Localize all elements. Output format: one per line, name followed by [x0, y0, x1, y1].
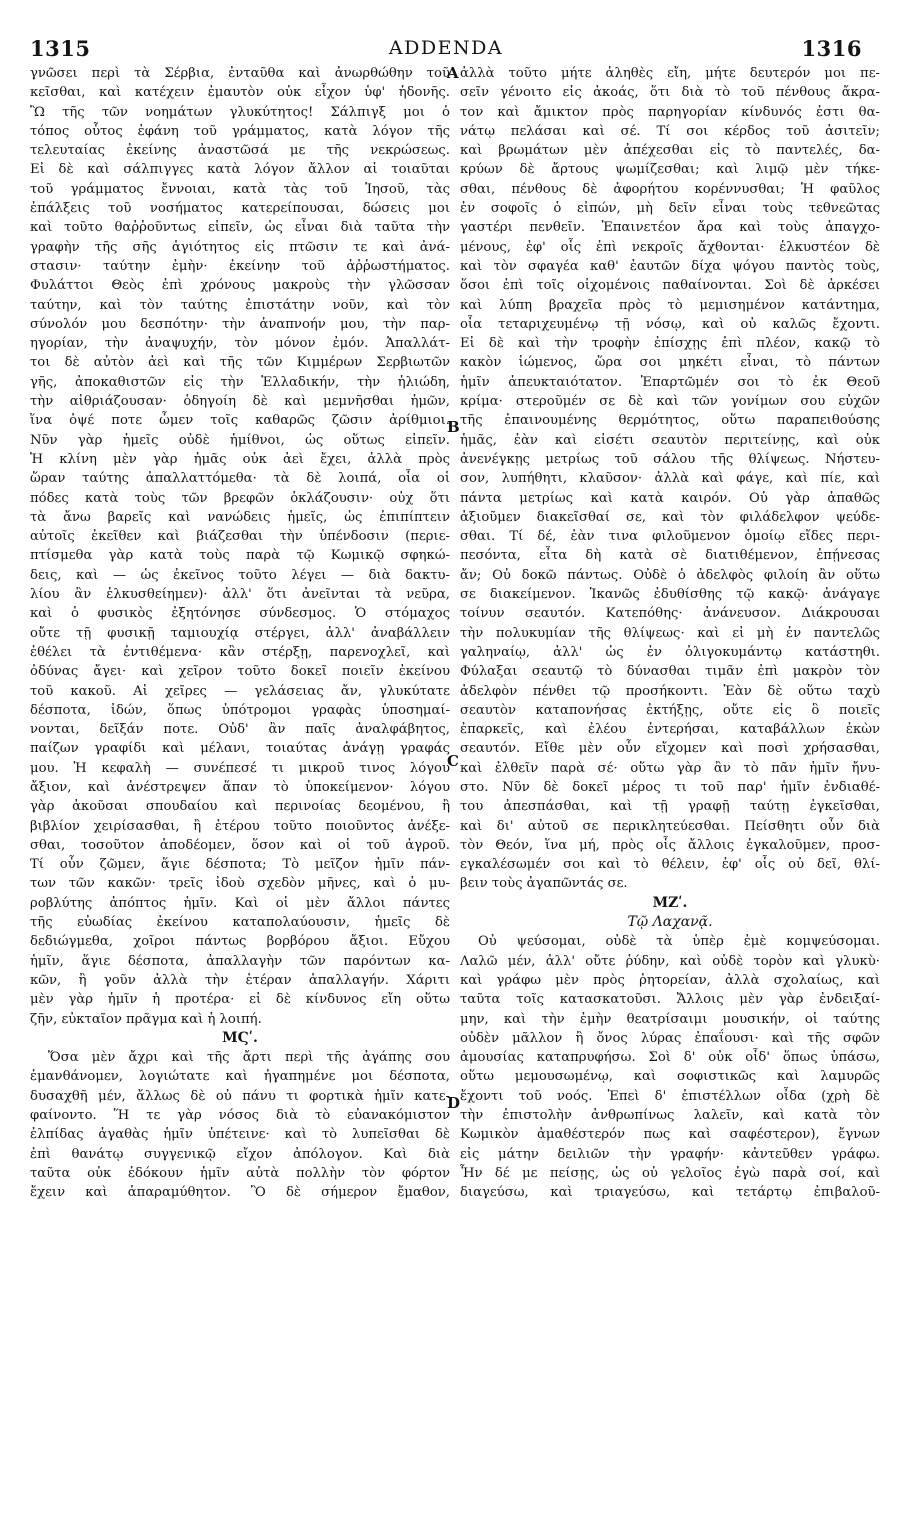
- section-marker-d: D: [447, 1094, 461, 1112]
- text-line: ἀμουσίας καταπρυφήσω. Σοὶ δ' οὐκ οἶδ' ὅπως ὑπάσω,: [460, 1050, 880, 1066]
- text-line: ἐπαρκεῖς, καὶ ἐλέου ἐντερήσαι, καταβάλλων ἐκὼν: [460, 722, 880, 738]
- text-line: τελευταίας ἐκείνης ἀναστῶσά με τῆς νεκρώσεως.: [30, 143, 450, 159]
- text-line: σεαυτόν. Εἴθε μὲν οὖν εἴχομεν καὶ ποσὶ χρήσασθαι,: [460, 741, 880, 757]
- text-line: καὶ ἐλθεῖν παρὰ σέ· οὕτω γὰρ ἂν τὸ πᾶν ἡμῖν ἤνυ-: [460, 760, 880, 776]
- text-line: ἀνενέγκῃς μετρίως τοῦ σάλου τῆς θλίψεως. Νήστευ-: [460, 451, 880, 467]
- text-line: εγκαλέσωμέν σοι καὶ τὸ θέλειν, ἐφ' οἷς οὐ δεῖ, θλί-: [460, 857, 880, 873]
- section-marker-b: B: [447, 418, 460, 436]
- text-line: ταῦτα οὐκ ἐδόκουν ἡμῖν αὐτὰ πολλὴν τὸν φόρτον: [30, 1165, 450, 1181]
- text-line: κρίμα· στεροῦμέν σε δὲ καὶ τῶν γονίμων σου εὐχῶν: [460, 394, 880, 410]
- text-line: κῶν, ἢ γοῦν ἀλλὰ τὴν ἑτέραν ἀπαλλαγήν. Χάριτι: [30, 972, 450, 988]
- text-line: ἐπάλξεις τοῦ νοσήματος κατερείπουσαι, δώσεις μοι: [30, 201, 450, 217]
- text-line: οὔτε τῇ φυσικῇ ταμιουχίᾳ στέργει, ἀλλ' ἀναβάλλειν: [30, 625, 450, 641]
- text-line: Ἦν δέ με πείσῃς, ὡς οὐ γελοῖος ἐγὼ παρὰ σοί, καὶ: [460, 1165, 880, 1181]
- text-line: Τί οὖν ζῶμεν, ἅγιε δέσποτα; Τὸ μεῖζον ἡμῖν πάν-: [30, 857, 450, 873]
- letter-number-heading: ΜϚʹ.: [222, 1029, 258, 1046]
- page-number-left: 1315: [30, 36, 91, 61]
- text-line: Φύλαξαι σεαυτῷ τὸ δύνασθαι τιμᾶν ἐπὶ μακρὸν τὸν: [460, 664, 880, 680]
- text-line: γαστέρι πενθεῖν. Ἐπαινετέον ἄρα καὶ τοὺς ἀπαγχο-: [460, 220, 880, 236]
- text-line: Οὐ ψεύσομαι, οὐδὲ τὰ ὑπὲρ ἐμὲ κομψεύσομαι.: [478, 934, 880, 950]
- text-line: λίου ἂν ἑλκυσθείημεν)· ἀλλ' ὅτι ἀνεῖνται τὰ νεῦρα,: [30, 587, 450, 603]
- text-line: δέσποτα, ἰδών, ὅπως ὑπότρομοι γραφὰς ὑποσημαί-: [30, 702, 450, 718]
- text-line: καὶ λύπη βραχεῖα πρὸς τὸ μεμισημένον κατάντημα,: [460, 297, 880, 313]
- text-line: δεις, καὶ — ὡς ἐκεῖνος τοῦτο λέγει — διὰ δακτυ-: [30, 567, 450, 583]
- text-line: οὐδὲν μᾶλλον ἢ ὄνος λύρας ἐπαΐουσι· καὶ τῆς σφῶν: [460, 1030, 880, 1046]
- text-line: ἵνα ὀψέ ποτε ὦμεν τοῖς καθαρῶς ζῶσιν ἀρίθμιοι.: [30, 413, 450, 429]
- text-line: ἐλπίδας ἀγαθὰς ἡμῖν ὑπέτεινε· καὶ τὸ λυπεῖσθαι δὲ: [30, 1127, 450, 1143]
- text-line: φαίνοντο. Ἥ τε γὰρ νόσος διὰ τὸ εὐανακόμιστον: [30, 1108, 450, 1124]
- text-line: δεδιώγμεθα, χοῖροι πάντως βορβόρου ἄξιοι. Εὔχου: [30, 934, 450, 950]
- text-line: ροβλύτης ἀπόπτος ἡμῖν. Καὶ οἱ μὲν ἄλλοι πάντες: [30, 895, 450, 911]
- text-line: τοῦ γράμματος ἔννοιαι, κατὰ τὰς τοῦ Ἰησοῦ, τὰς: [30, 181, 450, 197]
- text-line: πάντα μετρίως καὶ κατὰ καιρόν. Οὐ γὰρ ἀπαθῶς: [460, 490, 880, 506]
- text-line: νονται, δεῖξάν ποτε. Οὐδ' ἂν παῖς ἀναλφάβητος,: [30, 722, 450, 738]
- text-line: ηγορίαν, τὴν ἀναψυχήν, τὸν μόνον ἐμόν. Ἀπαλλάτ-: [30, 336, 450, 352]
- text-line: δυσαχθῆ μέν, ἄλλως δὲ οὐ πάνυ τι φορτικὰ ἡμῖν κατε-: [30, 1088, 450, 1104]
- text-line: πτίσμεθα γὰρ κατὰ τοὺς παρὰ τῷ Κωμικῷ σφηκώ-: [30, 548, 450, 564]
- text-line: καὶ δι' αὐτοῦ σε περικλητεύεσθαι. Πείσθητι οὖν διὰ: [460, 818, 880, 834]
- text-line: αὐτοῖς ἐκεῖθεν καὶ βιάζεσθαι τὴν ὑπένδοσιν (περιε-: [30, 529, 450, 545]
- text-line: γνῶσει περὶ τὰ Σέρβια, ἐνταῦθα καὶ ἀνωρθώθην τοῦ: [30, 66, 450, 81]
- text-line: βειν τοὺς ἀγαπῶντάς σε.: [460, 876, 628, 892]
- text-line: κεῖσθαι, καὶ κατέχειν ἐμαυτὸν οὐκ εἶχον ὑφ' ἡδονῆς.: [30, 85, 450, 101]
- text-line: εἰς μάτην δειλιῶν τὴν γραφήν· κἀντεῦθεν γράφω.: [460, 1146, 880, 1162]
- text-line: μην, καὶ τὴν ἐμὴν θεατρίσαιμι μουσικήν, οἱ ταύτης: [460, 1011, 880, 1027]
- text-line: ἀλλὰ τοῦτο μήτε ἀληθὲς εἴη, μήτε δευτερόν μοι πε-: [460, 66, 880, 81]
- text-line: σε διακείμενον. Ἱκανῶς ἐδυθίσθης τῷ κακῷ· ἀνάγαγε: [460, 587, 880, 603]
- text-line: τόπος οὗτος ἐφάνη τοῦ γράμματος, κατὰ λόγον τῆς: [30, 123, 450, 139]
- running-title: ADDENDA: [388, 37, 504, 59]
- text-line: ἀξιοῦμεν διακεῖσθαί σε, καὶ τὸν φιλάδελφον ψεύδε-: [460, 509, 880, 525]
- text-line: Ἡ κλίνη μὲν γὰρ ἡμᾶς οὐκ ἀεὶ ἔχει, ἀλλὰ πρὸς: [30, 451, 450, 467]
- text-line: Νῦν γὰρ ἡμεῖς οὐδὲ ἡμίθνοι, ὡς οὕτως εἰπεῖν.: [30, 432, 450, 448]
- text-line: καὶ γράφω μὲν πρὸς ῥητορείαν, ἀλλὰ σχολαίως, καὶ: [460, 972, 880, 988]
- page-number-right: 1316: [801, 36, 862, 61]
- text-line: κρύων δὲ ἄρτους ψωμίζεσθαι; καὶ λιμῷ μὲν τήκε-: [460, 162, 880, 178]
- text-line: Ὢ τῆς τῶν νοημάτων γλυκύτητος! Σάλπιγξ μοι ὁ: [30, 104, 450, 120]
- text-line: πεσόντα, εἶτα δὴ κατὰ σὲ διατιθέμενον, ἐπῄνεσας: [460, 548, 880, 564]
- text-line: σθαι, τοσοῦτον ἀποδέομεν, ὅσον καὶ οἱ τοῦ ἀγροῦ.: [30, 837, 450, 853]
- text-line: ἔχοντι τοῦ νοός. Ἐπεὶ δ' ἐπιστέλλων οἶδα (χρὴ δὲ: [460, 1088, 880, 1104]
- text-line: ἀδελφὸν πένθει τῷ προσήκοντι. Ἐὰν δὲ οὕτω ταχὺ: [460, 683, 880, 699]
- text-line: ὥραν ταύτης ἀπαλλαττόμεθα· τὰ δὲ λοιπά, οἷα οἱ: [30, 471, 450, 487]
- text-line: στασιν· ταύτην ἐμὴν· ἐκείνην τοῦ ἀῤῥωστήματος.: [30, 258, 450, 274]
- text-line: τῆς εὐωδίας ἐκείνου καταπολαύουσιν, ἡμεῖς δὲ: [30, 915, 450, 931]
- text-line: γραφὴν τῆς σῆς ἁγιότητος εἰς πτῶσιν τε καὶ ἀνά-: [30, 239, 450, 255]
- text-line: τοι δὲ αὐτὸν ἀεὶ καὶ τῆς τῶν Κιμμέρων Σερβιωτῶν: [30, 355, 450, 371]
- text-line: γὰρ ἀκοῦσαι σπουδαίου καὶ περινοίας δεομένου, ἢ: [30, 799, 450, 815]
- text-line: μὲν γὰρ ἡμῖν ἡ προτέρα· εἰ δὲ κίνδυνος εἴη οὕτω: [30, 992, 450, 1008]
- text-line: καὶ τοῦτο θαῤῥοῦντως εἰπεῖν, ὡς εἶναι διὰ ταῦτα τὴν: [30, 220, 450, 236]
- text-line: τὸν Θεόν, ἵνα μή, πρὸς οἷς ἄλλοις ἐγκαλοῦμεν, προσ-: [460, 837, 880, 853]
- text-line: ἐθέλει τὰ ἐντιθέμενα· κἂν στέρξῃ, παρενοχλεῖ, καὶ: [30, 644, 450, 660]
- page-header: [30, 36, 862, 62]
- text-line: ταύτην, καὶ τὸν ταύτης ἐπιστάτην νοῦν, καὶ τὸν: [30, 297, 450, 313]
- text-line: τον καὶ ἄμικτον πρὸς παρηγορίαν κίνδυνός ἐστι θα-: [460, 104, 880, 120]
- text-line: ἄν; Οὐ δοκῶ πάντως. Οὐδὲ ὁ ἀδελφὸς φιλοίη ἂν οὕτω: [460, 567, 880, 583]
- text-line: γαληναίῳ, ἀλλ' ὡς ἐν ὀλιγοκυμάντῳ κατάστηθι.: [460, 644, 880, 660]
- text-line: τοίνυν σεαυτόν. Κατεπόθης· ἀνάνευσον. Διάκρουσαι: [460, 606, 880, 622]
- right-column: [460, 64, 880, 1203]
- text-line: ἡμῖν ἀπευκταιότατον. Ἐπαρτῶμέν σοι τὸ ἐκ Θεοῦ: [460, 374, 880, 390]
- text-line: Λαλῶ μέν, ἀλλ' οὔτε ῥύδην, καὶ οὐδὲ τορὸν καὶ γλυκὺ·: [460, 953, 880, 969]
- text-line: σεῖν γένοιτο εἰς ἀκοάς, ὅτι διὰ τὸ τοῦ πένθους ἄκρα-: [460, 85, 880, 101]
- text-line: σθαι, πένθους δὲ ἀφορήτου κορέννυσθαι; Ἡ φαῦλος: [460, 181, 880, 197]
- text-line: ζῆν, εὐκταῖον πρᾶγμα καὶ ἡ λοιπή.: [30, 1011, 262, 1027]
- text-line: ἡμᾶς, ἐὰν καὶ εἰσέτι σεαυτὸν περιτείνῃς, καὶ οὐκ: [460, 432, 880, 448]
- text-line: νάτῳ πελάσαι καὶ σέ. Τί σοι κέρδος τοῦ ἀσιτεῖν;: [460, 123, 880, 139]
- left-column: [30, 64, 450, 1203]
- text-line: καὶ ὁ φυσικὸς ἐξητόνησε σύνδεσμος. Ὁ στόμαχος: [30, 606, 450, 622]
- letter-addressee: Τῷ Λαχανᾷ.: [627, 914, 713, 931]
- text-line: ἐπὶ θανάτῳ συγγενικῷ εἴχον ἀπόλογον. Καὶ διὰ: [30, 1146, 450, 1162]
- text-line: ὀδύνας ἄγει· καὶ χεῖρον τοῦτο δοκεῖ ποιεῖν ἐκείνου: [30, 664, 450, 680]
- text-line: οὕτω μεμουσωμένῳ, καὶ σοφιστικῶς καὶ λαμυρῶς: [460, 1069, 880, 1085]
- text-line: γῆς, ἀποκαθιστῶν εἰς τὴν Ἑλλαδικήν, τὴν ἡλιώδη,: [30, 374, 450, 390]
- text-line: μένους, ἐφ' οἷς ἐπὶ νεκροῖς ἄχθονται· ἑλκυστέον δὲ: [460, 239, 880, 255]
- text-line: Ὅσα μὲν ἄχρι καὶ τῆς ἄρτι περὶ τῆς ἀγάπης σου: [48, 1050, 450, 1066]
- text-line: παίζων γραφίδι καὶ μέλανι, τοιαύτας ἀνάγῃ γραφάς: [30, 741, 450, 757]
- text-line: Εἰ δὲ καὶ σάλπιγγες κατὰ λόγον ἄλλον αἱ τοιαῦται: [30, 162, 450, 178]
- text-line: βιβλίον χειρίσασθαι, ἢ ἑτέρου τοῦτο ποιοῦντος ἀνέξε-: [30, 818, 450, 834]
- text-line: τῆς ἐπαινουμένης θερμότητος, οὕτω παραπειθούσης: [460, 413, 880, 429]
- text-line: τοῦ κακοῦ. Αἱ χεῖρες — γελάσειας ἄν, γλυκύτατε: [30, 683, 450, 699]
- text-line: τὴν αἰθριάζουσαν· ὁδηγοίη δὲ καὶ μεμνῆσθαι ἡμῶν,: [30, 394, 450, 410]
- text-line: τὴν πολυκυμίαν τῆς θλίψεως· καὶ εἰ μὴ ἐν παντελῶς: [460, 625, 880, 641]
- text-line: τὴν ἐπιστολὴν ἀνθρωπίνως λαλεῖν, καὶ κατὰ τὸν: [460, 1108, 880, 1124]
- letter-number-heading: ΜΖʹ.: [652, 894, 688, 911]
- text-line: σθαι. Τί δέ, ἐὰν τινα φιλοῦμενον ὁμοίῳ εἴδες περι-: [460, 529, 880, 545]
- text-line: σον, λυπήθητι, κλαῦσον· ἀλλὰ καὶ φάγε, καὶ πίε, καὶ: [460, 471, 880, 487]
- text-line: καὶ βρωμάτων μὲν ἀπέχεσθαι εἰς τὸ παντελές, δα-: [460, 143, 880, 159]
- section-marker-c: C: [447, 752, 459, 770]
- text-line: οἷα τεταριχευμένῳ τῇ νόσῳ, καὶ οὐ καλῶς ἔχοντι.: [460, 316, 880, 332]
- text-line: Εἰ δὲ καὶ τὴν τροφὴν ἐπίσχῃς ἐπὶ πλέον, κακῷ τὸ: [460, 336, 880, 352]
- section-marker-a: A: [447, 64, 459, 82]
- text-line: καὶ τὸν σφαγέα καθ' ἑαυτῶν δίχα ψόγου παντὸς τοὺς,: [460, 258, 880, 274]
- text-line: διαγεύσω, καὶ τριαγεύσω, καὶ τετάρτῳ ἐπιβαλοῦ-: [460, 1185, 880, 1201]
- text-line: πόδες κατὰ τοὺς τῶν βρεφῶν ὀκλάζουσιν· οὐχ ὅτι: [30, 490, 450, 506]
- text-line: ἐμανθάνομεν, λογιώτατε καὶ ἠγαπημένε μοι δέσποτα,: [30, 1069, 450, 1085]
- text-line: ἡμῖν, ἅγιε δέσποτα, ἀπαλλαγὴν τῶν παρόντων κα-: [30, 953, 450, 969]
- text-line: Φυλάττοι Θεὸς ἐπὶ χρόνους μακροὺς τὴν γλῶσσαν: [30, 278, 450, 294]
- text-line: στο. Νῦν δὲ δοκεῖ μέρος τι τοῦ παρ' ἡμῖν ἐνδιαθέ-: [460, 779, 880, 795]
- text-line: σύνολόν μου δεσπότην· τὴν ἀναπνοήν μου, τὴν παρ-: [30, 316, 450, 332]
- text-line: ἄξιον, καὶ ἀνέστρεψεν ἅπαν τὸ ὑποκείμενον· λόγου: [30, 779, 450, 795]
- text-line: σεαυτὸν καταπονήσας ἐκτήξῃς, οὔτε εἰς ὃ ποιεῖς: [460, 702, 880, 718]
- text-line: ἔχειν καὶ ἀπαραμύθητον. Ὃ δὲ σήμερον ἔμαθον,: [30, 1185, 450, 1201]
- text-line: τὰ ἄνω βαρεῖς καὶ νανώδεις ἡμεῖς, ὡς ἐπιπίπτειν: [30, 509, 450, 525]
- text-line: μου. Ἡ κεφαλὴ — συνέπεσέ τι μικροῦ τινος λόγου: [30, 760, 450, 776]
- text-line: κακὸν ἰώμενος, ὥρα σοι μηκέτι εἶναι, τὸ πάντων: [460, 355, 880, 371]
- text-line: Κωμικὸν ἀμαθέστερόν πως καὶ σαφέστερον), ἔγνων: [460, 1127, 880, 1143]
- text-line: του ἀπεσπάσθαι, καὶ τῇ γραφῇ ταύτῃ ἐγκεῖσθαι,: [460, 799, 880, 815]
- text-line: των τῶν κακῶν· τρεῖς ἰδοὺ σχεδὸν μῆνες, καὶ ὁ μυ-: [30, 876, 450, 892]
- text-line: ἐν σοφοῖς ὁ εἰπών, μὴ δεῖν εἶναι τοὺς τεθνεῶτας: [460, 201, 880, 217]
- text-line: ταῦτα τοῖς κατασκατοῦσι. Ἄλλοις μὲν γὰρ ἐνδειξαί-: [460, 992, 880, 1008]
- text-line: ὅσοι ἐπὶ τοῖς οἰχομένοις παθαίνονται. Σοὶ δὲ ἀρκέσει: [460, 278, 880, 294]
